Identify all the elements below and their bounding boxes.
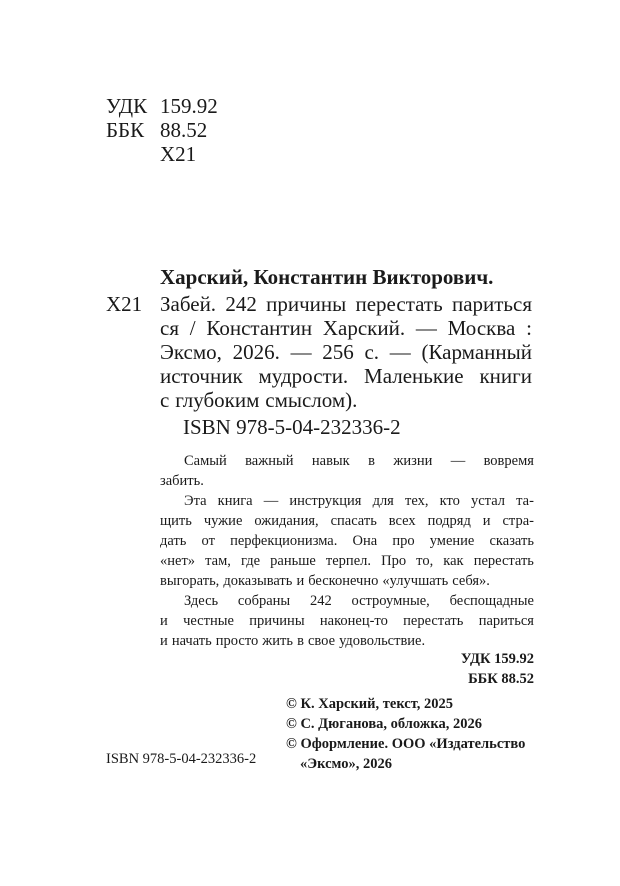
- word: с: [160, 388, 170, 412]
- annotation-line: [160, 551, 534, 571]
- author-mark-side: Х21: [106, 292, 143, 316]
- bbk-value: 88.52: [160, 118, 208, 142]
- word: Она: [352, 533, 378, 549]
- word: и: [296, 573, 305, 589]
- word: и: [482, 513, 491, 529]
- word: щить: [160, 513, 192, 529]
- word: ся: [160, 316, 179, 340]
- word: Эксмо,: [160, 340, 222, 364]
- word: (Карманный: [421, 340, 532, 364]
- word: —: [290, 340, 312, 364]
- word: перестать: [403, 613, 464, 629]
- word: причины: [266, 292, 347, 316]
- word: сказать: [489, 533, 534, 549]
- word: «улучшать: [382, 573, 449, 589]
- annotation-line: [160, 531, 534, 551]
- word: мудрости.: [258, 364, 349, 388]
- word: перфекционизма.: [230, 533, 338, 549]
- word: тех,: [405, 493, 429, 509]
- word: —: [450, 453, 466, 469]
- word: Константин: [206, 316, 313, 340]
- word: 242: [225, 292, 257, 316]
- word: остроумные,: [351, 593, 430, 609]
- word: Эта: [184, 493, 207, 509]
- word: свое: [307, 633, 336, 649]
- word: в: [297, 633, 304, 649]
- annotation-line: [160, 611, 534, 631]
- isbn-main: ISBN 978-5-04-232336-2: [183, 415, 401, 439]
- word: Харский.: [322, 316, 406, 340]
- udk-label: УДК: [106, 94, 148, 118]
- word: та-: [516, 493, 534, 509]
- annotation: [160, 451, 534, 651]
- classification-block: [106, 94, 218, 166]
- word: /: [189, 316, 196, 340]
- word: то,: [416, 553, 434, 569]
- footer-classification: [461, 651, 534, 691]
- bbk-line: [106, 118, 218, 142]
- word: причины: [249, 613, 305, 629]
- word: про: [392, 533, 415, 549]
- word: —: [389, 340, 411, 364]
- word: умение: [429, 533, 475, 549]
- description-line: [160, 340, 532, 364]
- copyright-design: © Оформление. ООО «Издательство: [286, 736, 526, 752]
- word: жизни: [393, 453, 433, 469]
- word: бесконечно: [308, 573, 379, 589]
- word: честные: [183, 613, 234, 629]
- word: :: [526, 316, 532, 340]
- word: важный: [245, 453, 294, 469]
- description-line: [160, 364, 532, 388]
- isbn-footer: ISBN 978-5-04-232336-2: [106, 751, 257, 767]
- word: и: [160, 633, 168, 649]
- word: перестать: [473, 553, 534, 569]
- annotation-line: [160, 631, 534, 651]
- author-mark-line: [106, 142, 218, 166]
- word: себя».: [452, 573, 490, 589]
- annotation-line: [160, 571, 534, 591]
- word: смыслом).: [265, 388, 358, 412]
- word: Здесь: [184, 593, 219, 609]
- author-mark-top: Х21: [160, 142, 197, 166]
- word: и: [160, 613, 168, 629]
- word: беспощадные: [449, 593, 534, 609]
- word: париться: [478, 613, 534, 629]
- word: книги: [479, 364, 532, 388]
- word: Маленькие: [364, 364, 464, 388]
- word: всех: [388, 513, 416, 529]
- bibliographic-description: [160, 292, 532, 412]
- word: как: [443, 553, 464, 569]
- copyright-design-cont: «Эксмо», 2026: [300, 756, 392, 772]
- word: ожидания,: [254, 513, 319, 529]
- word: в: [368, 453, 375, 469]
- annotation-line: [160, 451, 534, 471]
- word: глубоким: [175, 388, 260, 412]
- word: где: [241, 553, 261, 569]
- bbk-label: ББК: [106, 118, 145, 142]
- word: 242: [309, 593, 332, 609]
- annotation-line: [160, 471, 534, 491]
- word: выгорать,: [160, 573, 220, 589]
- word: 2026.: [232, 340, 280, 364]
- word: собраны: [237, 593, 291, 609]
- description-line: [160, 388, 532, 412]
- description-line: [160, 292, 532, 316]
- word: —: [263, 493, 279, 509]
- udk-line: [106, 94, 218, 118]
- word: «нет»: [160, 553, 196, 569]
- word: —: [415, 316, 437, 340]
- copyright-block: [286, 696, 525, 776]
- copyright-author: © К. Харский, текст, 2025: [286, 696, 454, 712]
- author-heading: Харский, Константин Викторович.: [160, 265, 494, 289]
- word: Забей.: [160, 292, 217, 316]
- annotation-line: [160, 511, 534, 531]
- word: жить: [262, 633, 294, 649]
- copyright-cover: © С. Дюганова, обложка, 2026: [286, 716, 482, 732]
- word: там,: [205, 553, 231, 569]
- word: забить.: [160, 473, 204, 489]
- word: просто: [215, 633, 259, 649]
- word: спасать: [330, 513, 377, 529]
- annotation-line: [160, 491, 534, 511]
- word: перестать: [355, 292, 443, 316]
- footer-bbk: ББК 88.52: [468, 671, 534, 687]
- word: книга: [217, 493, 253, 509]
- word: кто: [439, 493, 460, 509]
- word: стра-: [502, 513, 534, 529]
- word: с.: [364, 340, 380, 364]
- word: инструкция: [289, 493, 362, 509]
- word: дать: [160, 533, 187, 549]
- description-line: [160, 316, 532, 340]
- word: вовремя: [483, 453, 534, 469]
- word: Москва: [447, 316, 516, 340]
- word: Самый: [184, 453, 227, 469]
- word: устал: [471, 493, 505, 509]
- word: 256: [322, 340, 354, 364]
- udk-value: 159.92: [160, 94, 218, 118]
- word: раньше: [270, 553, 316, 569]
- annotation-line: [160, 591, 534, 611]
- word: доказывать: [223, 573, 293, 589]
- word: от: [201, 533, 215, 549]
- word: удовольствие.: [339, 633, 426, 649]
- word: терпел.: [325, 553, 371, 569]
- word: начать: [171, 633, 212, 649]
- word: наконец-то: [319, 613, 388, 629]
- word: источник: [160, 364, 243, 388]
- word: чужие: [203, 513, 243, 529]
- word: подряд: [427, 513, 471, 529]
- word: париться: [451, 292, 532, 316]
- word: Про: [381, 553, 407, 569]
- word: навык: [311, 453, 350, 469]
- footer-udk: УДК 159.92: [460, 651, 534, 667]
- word: для: [372, 493, 394, 509]
